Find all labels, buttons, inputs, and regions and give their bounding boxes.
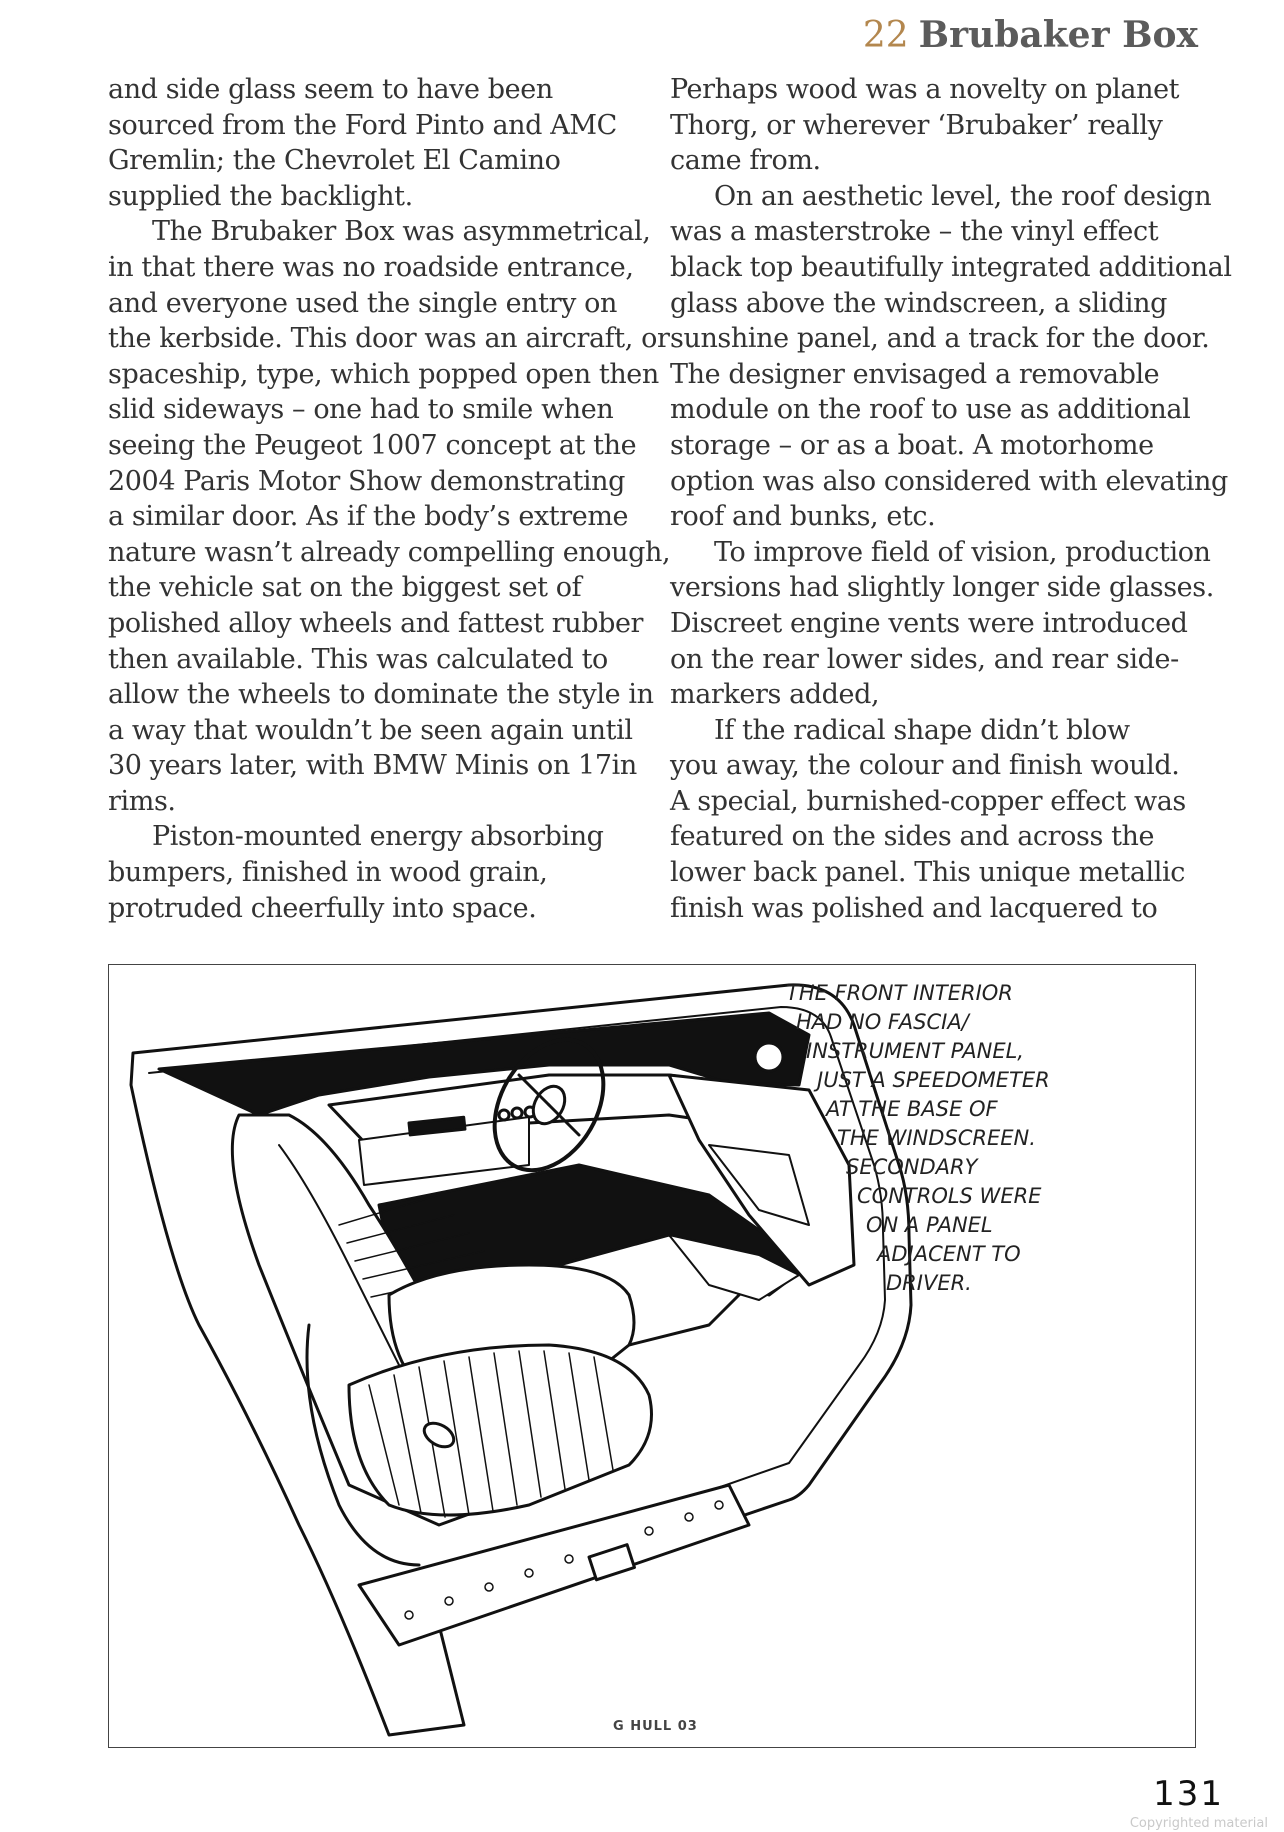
text-line: Perhaps wood was a novelty on planet	[670, 74, 1180, 105]
caption-line: THE WINDSCREEN.	[837, 1126, 1036, 1150]
text-column-left	[108, 72, 671, 926]
text-line: the vehicle sat on the biggest set of	[108, 572, 582, 604]
page-number: 131	[1153, 1774, 1224, 1814]
text-line: finish was polished and lacquered to	[670, 892, 1158, 924]
text-line: nature wasn’t already compelling enough,	[108, 536, 671, 568]
text-line: spaceship, type, which popped open then	[108, 358, 659, 390]
caption-line: ADJACENT TO	[877, 1242, 1021, 1266]
caption-line: DRIVER.	[886, 1271, 972, 1295]
running-header	[863, 14, 1198, 56]
text-line: The designer envisaged a removable	[670, 358, 1160, 390]
chapter-title: Brubaker Box	[918, 14, 1198, 56]
caption-line: THE FRONT INTERIOR	[786, 981, 1013, 1005]
text-line: and side glass seem to have been	[108, 74, 553, 105]
artist-signature: G HULL 03	[613, 1719, 698, 1734]
text-line: If the radical shape didn’t blow	[714, 714, 1130, 746]
text-line: lower back panel. This unique metallic	[670, 857, 1185, 889]
text-line: allow the wheels to dominate the style in	[108, 679, 654, 711]
text-line: Discreet engine vents were introduced	[670, 607, 1188, 639]
text-line: roof and bunks, etc.	[670, 501, 936, 533]
interior-illustration	[108, 964, 1196, 1748]
text-line: On an aesthetic level, the roof design	[714, 180, 1212, 212]
text-line: seeing the Peugeot 1007 concept at the	[108, 429, 637, 461]
text-line: storage – or as a boat. A motorhome	[670, 429, 1154, 461]
text-line: To improve field of vision, production	[714, 536, 1211, 568]
car-interior-drawing	[109, 965, 1195, 1747]
text-line: bumpers, finished in wood grain,	[108, 857, 548, 889]
caption-line: AT THE BASE OF	[826, 1097, 998, 1121]
chapter-number: 22	[862, 15, 909, 56]
text-line: was a masterstroke – the vinyl effect	[670, 216, 1159, 248]
text-line: black top beautifully integrated additional	[670, 251, 1232, 283]
text-column-right	[670, 72, 1232, 926]
text-line: Thorg, or wherever ‘Brubaker’ really	[670, 109, 1163, 141]
text-line: slid sideways – one had to smile when	[108, 394, 614, 426]
text-line: the kerbside. This door was an aircraft, or	[108, 323, 670, 355]
text-line: in that there was no roadside entrance,	[108, 251, 634, 283]
text-line: Gremlin; the Chevrolet El Camino	[108, 145, 561, 177]
caption-line: SECONDARY	[846, 1155, 978, 1179]
text-line: 2004 Paris Motor Show demonstrating	[108, 465, 626, 497]
text-line: 30 years later, with BMW Minis on 17in	[108, 750, 637, 782]
text-line: versions had slightly longer side glasses.	[670, 572, 1214, 604]
text-line: a similar door. As if the body’s extreme	[108, 501, 629, 533]
text-line: on the rear lower sides, and rear side-	[670, 643, 1179, 675]
text-line: sourced from the Ford Pinto and AMC	[108, 109, 617, 141]
text-line: a way that wouldn’t be seen again until	[108, 714, 633, 746]
text-line: you away, the colour and finish would.	[670, 750, 1180, 782]
text-line: featured on the sides and across the	[670, 821, 1155, 853]
text-line: sunshine panel, and a track for the door.	[670, 323, 1210, 355]
caption-line: ON A PANEL	[866, 1213, 993, 1237]
caption-line: JUST A SPEEDOMETER	[817, 1068, 1050, 1092]
text-line: protruded cheerfully into space.	[108, 892, 537, 924]
text-line: and everyone used the single entry on	[108, 287, 617, 319]
text-line: option was also considered with elevating	[670, 465, 1228, 497]
caption-line: HAD NO FASCIA/	[796, 1010, 969, 1034]
text-line: polished alloy wheels and fattest rubber	[108, 607, 644, 639]
text-line: rims.	[108, 785, 176, 817]
text-line: Piston-mounted energy absorbing	[152, 821, 604, 853]
text-line: The Brubaker Box was asymmetrical,	[152, 216, 651, 248]
text-line: supplied the backlight.	[108, 180, 413, 212]
caption-line: CONTROLS WERE	[857, 1184, 1042, 1208]
text-line: came from.	[670, 145, 821, 177]
copyright-watermark: Copyrighted material	[1129, 1816, 1268, 1831]
text-line: A special, burnished-copper effect was	[670, 785, 1186, 817]
caption-line: INSTRUMENT PANEL,	[806, 1039, 1024, 1063]
text-line: module on the roof to use as additional	[670, 394, 1191, 426]
text-line: markers added,	[670, 679, 880, 711]
text-line: glass above the windscreen, a sliding	[670, 287, 1167, 319]
text-line: then available. This was calculated to	[108, 643, 608, 675]
